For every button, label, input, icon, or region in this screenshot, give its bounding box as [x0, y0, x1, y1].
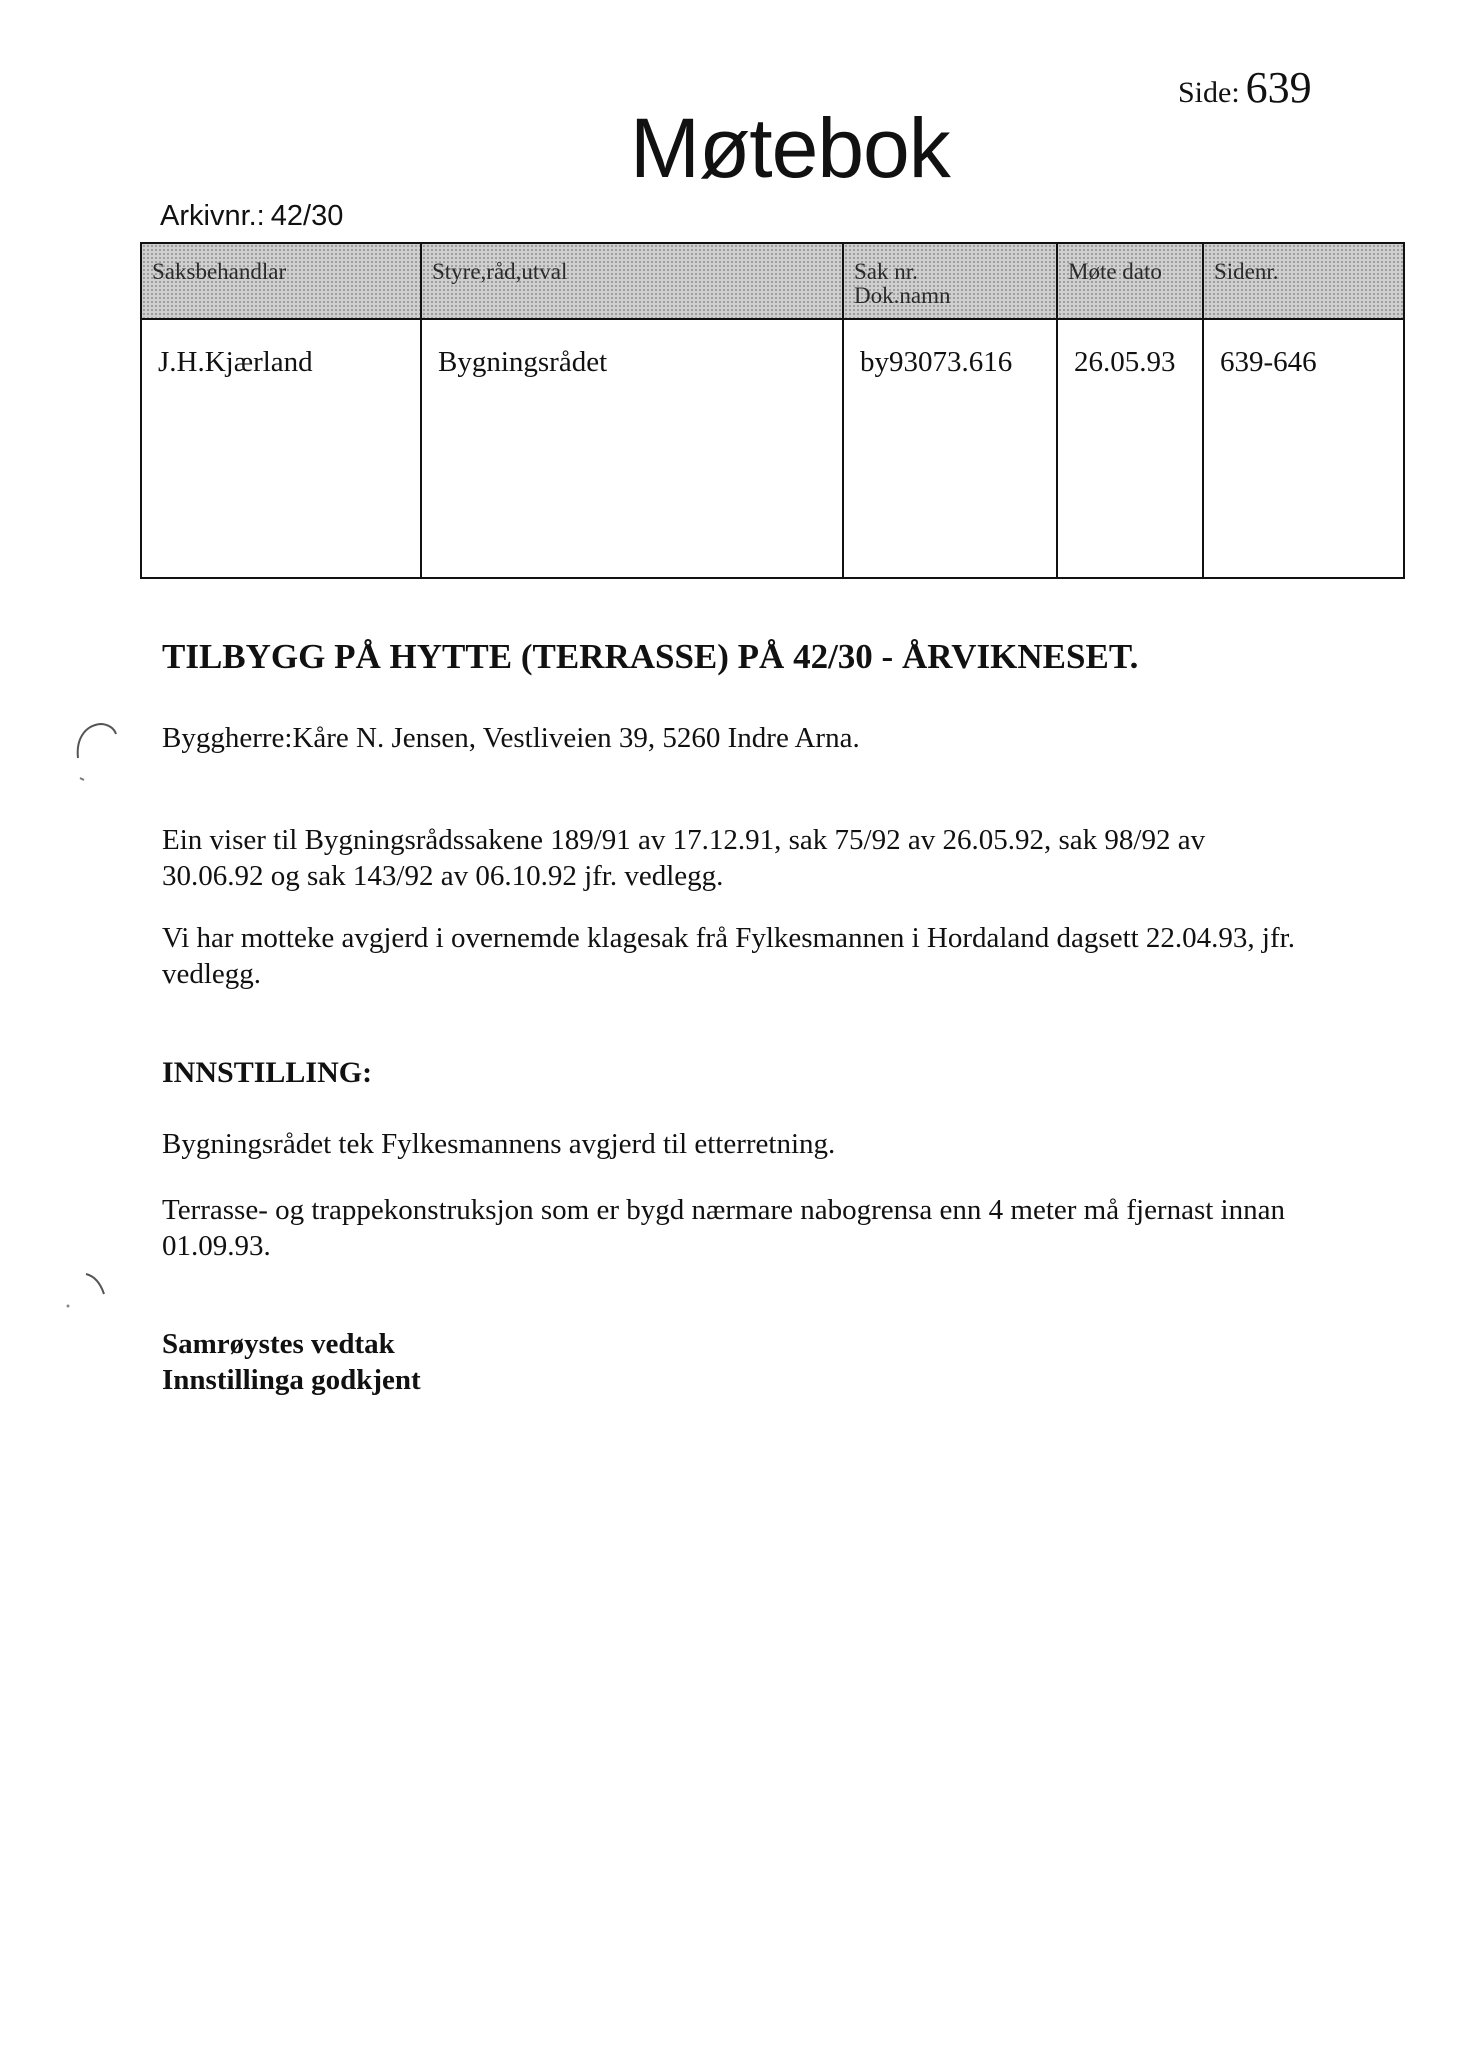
paragraph-line: Terrasse- og trappekonstruksjon som er bygd nærmare nabogrensa enn 4 meter må fjernast innan: [162, 1194, 1285, 1226]
punch-hole-mark: [60, 700, 120, 790]
decision-line: Innstillinga godkjent: [162, 1364, 421, 1396]
cell-mote-dato: 26.05.93: [1057, 319, 1203, 578]
header-saksbehandlar: Saksbehandlar: [141, 243, 421, 319]
header-mote-dato: Møte dato: [1057, 243, 1203, 319]
decision-block: [162, 1326, 1362, 1398]
paragraph-line: 01.09.93.: [162, 1230, 271, 1262]
paragraph-line: Ein viser til Bygningsrådssakene 189/91 av 17.12.91, sak 75/92 av 26.05.92, sak 98/92 av: [162, 824, 1206, 856]
header-sak-line1: Sak nr.: [854, 259, 918, 284]
arkiv-value: 42/30: [270, 200, 344, 232]
paragraph-appeal: [162, 920, 1362, 992]
cell-sak-nr: by93073.616: [843, 319, 1057, 578]
scan-mark: [60, 1270, 120, 1320]
header-sak-nr: [843, 243, 1057, 319]
header-sidenr: Sidenr.: [1203, 243, 1404, 319]
paragraph-line: Vi har motteke avgjerd i overnemde klagesak frå Fylkesmannen i Hordaland dagsett 22.04.93, jfr.: [162, 922, 1295, 954]
paragraph-removal-order: [162, 1192, 1362, 1264]
header-sak-line2: Dok.namn: [854, 283, 951, 308]
archive-number: [160, 200, 343, 233]
side-label: Side:: [1178, 76, 1240, 109]
paragraph-line: 30.06.92 og sak 143/92 av 06.10.92 jfr. vedlegg.: [162, 860, 724, 892]
paragraph-references: [162, 822, 1362, 894]
document-title: Møtebok: [630, 101, 950, 195]
cell-styre: Bygningsrådet: [421, 319, 843, 578]
table-header-row: [141, 243, 1404, 319]
innstilling-heading: INNSTILLING:: [162, 1056, 373, 1089]
byggherre-line: Byggherre:Kåre N. Jensen, Vestliveien 39, 5260 Indre Arna.: [162, 722, 860, 754]
cell-sidenr: 639-646: [1203, 319, 1404, 578]
side-number: 639: [1245, 63, 1312, 112]
case-metadata-table: [140, 242, 1405, 579]
table-row: [141, 319, 1404, 578]
paragraph-line: vedlegg.: [162, 958, 262, 990]
page-number: [1178, 62, 1312, 113]
case-heading: TILBYGG PÅ HYTTE (TERRASSE) PÅ 42/30 - ÅRVIKNESET.: [162, 637, 1139, 676]
header-styre: Styre,råd,utval: [421, 243, 843, 319]
cell-saksbehandlar: J.H.Kjærland: [141, 319, 421, 578]
decision-line: Samrøystes vedtak: [162, 1328, 395, 1360]
paragraph-recommendation: Bygningsrådet tek Fylkesmannens avgjerd til etterretning.: [162, 1128, 836, 1160]
arkiv-label: Arkivnr.:: [160, 200, 265, 232]
